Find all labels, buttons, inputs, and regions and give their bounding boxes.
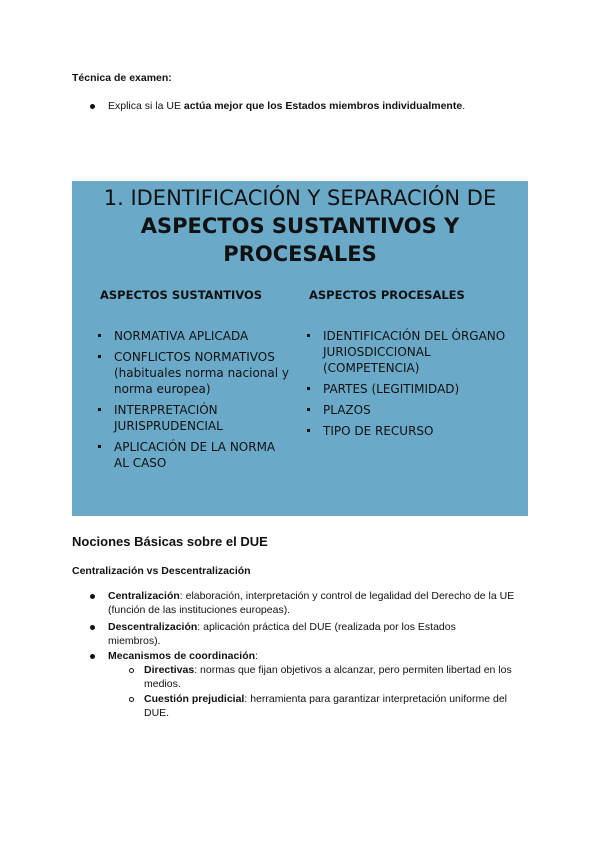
tecnica-bullet-end: .: [462, 100, 466, 112]
list-item: NORMATIVA APLICADA: [96, 328, 292, 344]
left-column-heading: ASPECTOS SUSTANTIVOS: [100, 288, 263, 302]
tecnica-bullet: [108, 100, 465, 112]
list-item: PARTES (LEGITIMIDAD): [305, 381, 510, 397]
slide-image: [72, 181, 528, 516]
list-item: APLICACIÓN DE LA NORMA AL CASO: [96, 439, 292, 471]
bullet-icon: [307, 334, 310, 337]
right-column-list: [305, 328, 510, 444]
list-item: CONFLICTOS NORMATIVOS (habituales norma nacional y norma europea): [96, 349, 292, 397]
bullet-icon: [90, 654, 95, 659]
slide-title-line2: ASPECTOS SUSTANTIVOS Y: [140, 214, 460, 238]
bullet-icon: [307, 387, 310, 390]
bullet-icon: [98, 445, 101, 448]
slide-title-line3: PROCESALES: [223, 242, 377, 266]
circle-bullet-icon: [129, 668, 134, 673]
slide-title-line1: 1. IDENTIFICACIÓN Y SEPARACIÓN DE: [103, 186, 497, 210]
bullet-icon: [98, 355, 101, 358]
bullet-icon: [307, 429, 310, 432]
list-item: Mecanismos de coordinación:: [108, 650, 258, 662]
slide-title: [72, 181, 528, 268]
list-item: PLAZOS: [305, 402, 510, 418]
left-column-list: [96, 328, 292, 476]
bullet-icon: [90, 104, 95, 109]
list-item: Directivas: normas que fijan objetivos a alcanzar, pero permiten libertad en los medios.: [144, 664, 512, 690]
bullet-icon: [307, 408, 310, 411]
tecnica-bullet-plain: Explica si la UE: [108, 100, 184, 112]
list-item: IDENTIFICACIÓN DEL ÓRGANO JURIOSDICCIONAL (COMPETENCIA): [305, 328, 510, 376]
centralizacion-heading: Centralización vs Descentralización: [72, 565, 251, 577]
circle-bullet-icon: [129, 697, 134, 702]
tecnica-heading: Técnica de examen:: [72, 72, 172, 84]
list-item: INTERPRETACIÓN JURISPRUDENCIAL: [96, 402, 292, 434]
list-item: Descentralización: aplicación práctica del DUE (realizada por los Estados miembros).: [108, 621, 456, 647]
list-item: Centralización: elaboración, interpretación y control de legalidad del Derecho de la UE (función de las instituciones europeas).: [108, 590, 515, 616]
nociones-heading: Nociones Básicas sobre el DUE: [72, 534, 268, 549]
bullet-icon: [98, 334, 101, 337]
tecnica-bullet-bold: actúa mejor que los Estados miembros individualmente: [183, 100, 463, 112]
bullet-icon: [90, 625, 95, 630]
bullet-icon: [90, 594, 95, 599]
list-item: TIPO DE RECURSO: [305, 423, 510, 439]
bullet-icon: [98, 408, 101, 411]
list-item: Cuestión prejudicial: herramienta para garantizar interpretación uniforme del DUE.: [144, 693, 507, 719]
right-column-heading: ASPECTOS PROCESALES: [309, 288, 465, 302]
